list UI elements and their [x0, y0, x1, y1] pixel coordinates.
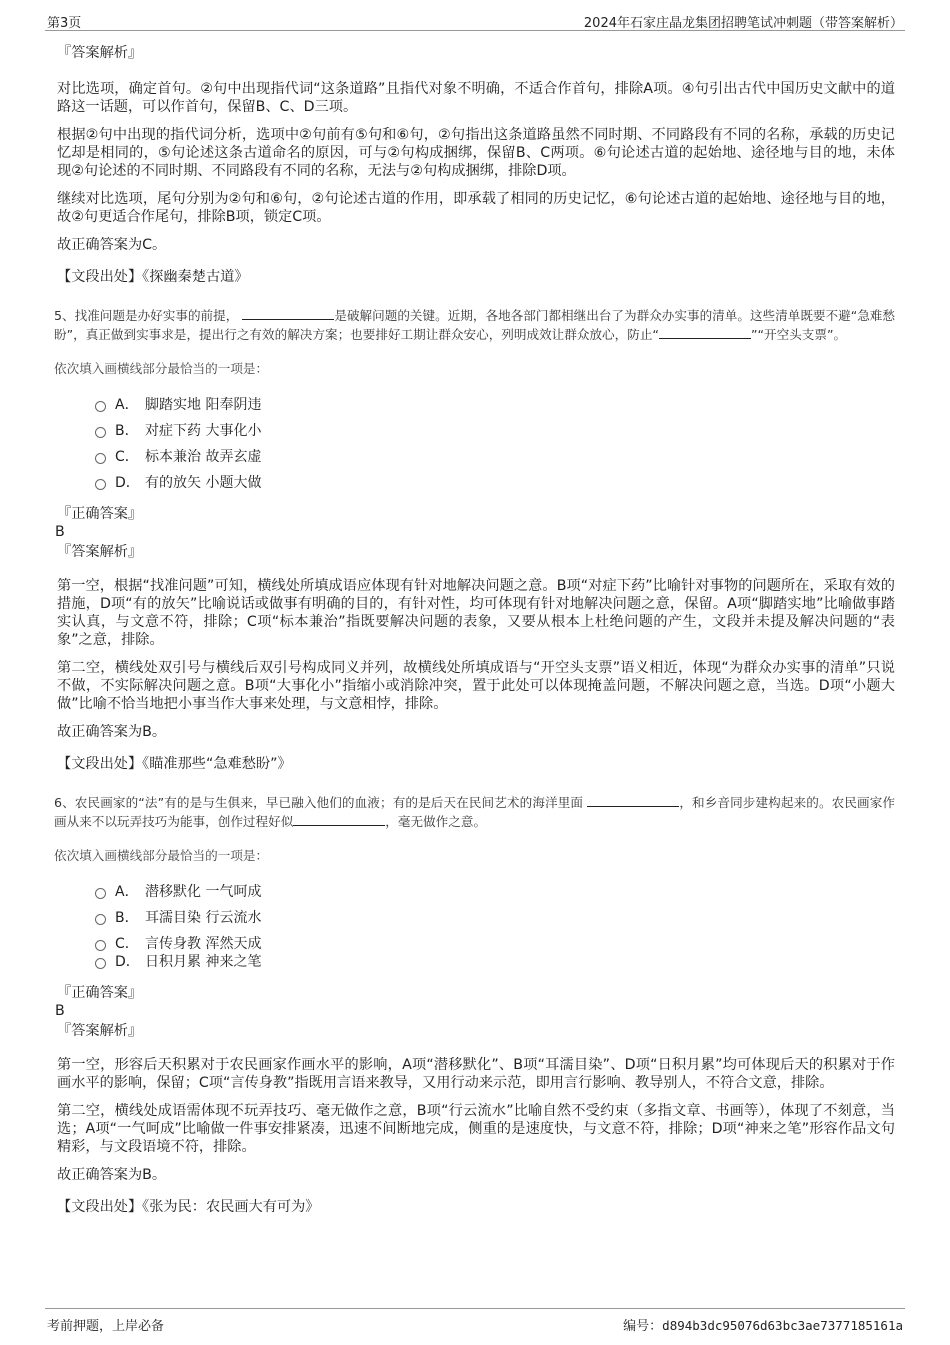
q5-analysis-para-2: 第二空，横线处双引号与横线后双引号构成同义并列，故横线处所填成语与“开空头支票”语义相近，体现“为群众办实事的清单”只说不做，不实际解决问题之意。B项“大事化小”指缩小或消除冲突，置于此处可以体现掩盖问题，不解决问题之意，当选。D项“小题大做”比喻不恰当地把小事当作大事来处理，与文意相悖，排除。 [57, 660, 895, 712]
radio-icon[interactable] [95, 479, 106, 490]
q5-option-d[interactable]: D． 有的放矢 小题大做 [95, 473, 895, 499]
q5-blank-1[interactable] [242, 319, 334, 320]
q5-correct-answer: B [55, 524, 65, 540]
footer-slogan: 考前押题，上岸必备 [47, 1319, 165, 1334]
q6-option-a[interactable]: A． 潜移默化 一气呵成 [95, 882, 895, 908]
footer-code: 编号：d894b3dc95076d63bc3ae7377185161a [623, 1318, 903, 1334]
q5-correct-tag: 『正确答案』 [57, 506, 143, 522]
q6-option-b[interactable]: B． 耳濡目染 行云流水 [95, 908, 895, 934]
q5-option-b[interactable]: B． 对症下药 大事化小 [95, 421, 895, 447]
radio-icon[interactable] [95, 888, 106, 899]
page-content [54, 44, 896, 1236]
q4-analysis-para-1: 对比选项，确定首句。②句中出现指代词“这条道路”且指代对象不明确，不适合作首句，排除A项。④句引出古代中国历史文献中的道路这一话题，可以作首句，保留B、C、D三项。 [57, 81, 895, 115]
radio-icon[interactable] [95, 401, 106, 412]
q5-answer-line: 故正确答案为B。 [57, 724, 167, 740]
q6-correct-answer: B [55, 1003, 65, 1019]
document-title: 2024年石家庄晶龙集团招聘笔试冲刺题（带答案解析） [583, 16, 903, 31]
q4-analysis-para-3: 继续对比选项，尾句分别为②句和⑥句，②句论述古道的作用，即承载了相同的历史记忆，⑥句论述古道的起始地、途径地与目的地，故②句更适合作尾句，排除B项，锁定C项。 [57, 191, 895, 225]
q5-source: 【文段出处】《瞄准那些“急难愁盼”》 [57, 756, 292, 772]
q6-instruction: 依次填入画横线部分最恰当的一项是： [54, 848, 269, 863]
q5-options [95, 395, 895, 499]
q4-analysis-para-2: 根据②句中出现的指代词分析，选项中②句前有⑤句和⑥句，②句指出这条道路虽然不同时期、不同路段有不同的名称，承载的历史记忆却是相同的，⑤句论述这条古道命名的原因，可与②句构成捆绑，保留B、C两项。⑥句论述古道的起始地、途径地与目的地，未体现②句论述的不同时期、不同路段有不同的名称，无法与②句构成捆绑，排除D项。 [57, 127, 895, 179]
q6-blank-2[interactable] [293, 825, 385, 826]
q5-option-c[interactable]: C． 标本兼治 故弄玄虚 [95, 447, 895, 473]
q6-option-c[interactable]: C． 言传身教 浑然天成 [95, 934, 895, 952]
q6-option-d[interactable]: D． 日积月累 神来之笔 [95, 952, 895, 978]
q6-source: 【文段出处】《张为民：农民画大有可为》 [57, 1199, 320, 1215]
q6-answer-line: 故正确答案为B。 [57, 1167, 167, 1183]
page-header [45, 8, 905, 31]
q6-correct-tag: 『正确答案』 [57, 985, 143, 1001]
q5-analysis-para-1: 第一空，根据“找准问题”可知，横线处所填成语应体现有针对地解决问题之意。B项“对症下药”比喻针对事物的问题所在，采取有效的措施，D项“有的放矢”比喻说话或做事有明确的目的，有针对性，均可体现有针对地解决问题之意，保留。A项“脚踏实地”比喻做事踏实认真，与文意不符，排除；C项“标本兼治”指既要解决问题的表象，又要从根本上杜绝问题的产生，文段并未提及解决问题的“表象”之意，排除。 [57, 578, 895, 648]
q6-analysis-tag: 『答案解析』 [57, 1023, 143, 1039]
q6-options [95, 882, 895, 978]
q4-analysis-tag: 『答案解析』 [57, 45, 143, 61]
q6-blank-1[interactable] [587, 806, 679, 807]
radio-icon[interactable] [95, 453, 106, 464]
q5-analysis-tag: 『答案解析』 [57, 544, 143, 560]
radio-icon[interactable] [95, 940, 106, 951]
q5-option-a[interactable]: A． 脚踏实地 阳奉阴违 [95, 395, 895, 421]
radio-icon[interactable] [95, 914, 106, 925]
document-code: d894b3dc95076d63bc3ae7377185161a [662, 1318, 903, 1333]
page-footer [45, 1308, 905, 1335]
radio-icon[interactable] [95, 958, 106, 969]
q6-analysis-para-2: 第二空，横线处成语需体现不玩弄技巧、毫无做作之意，B项“行云流水”比喻自然不受约束（多指文章、书画等），体现了不刻意，当选；A项“一气呵成”比喻做一件事安排紧凑，迅速不间断地完成，侧重的是速度快，与文意不符，排除；D项“神来之笔”形容作品文句精彩，与文段语境不符，排除。 [57, 1103, 895, 1155]
radio-icon[interactable] [95, 427, 106, 438]
q5-instruction: 依次填入画横线部分最恰当的一项是： [54, 361, 269, 376]
q6-stem: 6、农民画家的“法”有的是与生俱来，早已融入他们的血液；有的是后天在民间艺术的海洋里面 ，和乡音同步建构起来的。农民画家作画从来不以玩弄技巧为能事，创作过程好似 ，毫无做作之意。 [54, 795, 896, 829]
q6-analysis-para-1: 第一空，形容后天积累对于农民画家作画水平的影响，A项“潜移默化”、B项“耳濡目染”、D项“日积月累”均可体现后天的积累对于作画水平的影响，保留；C项“言传身教”指既用言语来教导，又用行动来示范，即用言行影响、教导别人，不符合文意，排除。 [57, 1057, 895, 1091]
q5-blank-2[interactable] [659, 338, 751, 339]
q5-stem: 5、找准问题是办好实事的前提， 是破解问题的关键。近期，各地各部门都相继出台了为群众办实事的清单。这些清单既要不避“急难愁盼”，真正做到实事求是，提出行之有效的解决方案；也要排好工期让群众安心，列明成效让群众放心，防止“ ”“开空头支票”。 [54, 308, 895, 342]
q4-answer-line: 故正确答案为C。 [57, 237, 167, 253]
page-number: 第3页 [47, 16, 82, 31]
q4-source: 【文段出处】《探幽秦楚古道》 [57, 269, 249, 285]
